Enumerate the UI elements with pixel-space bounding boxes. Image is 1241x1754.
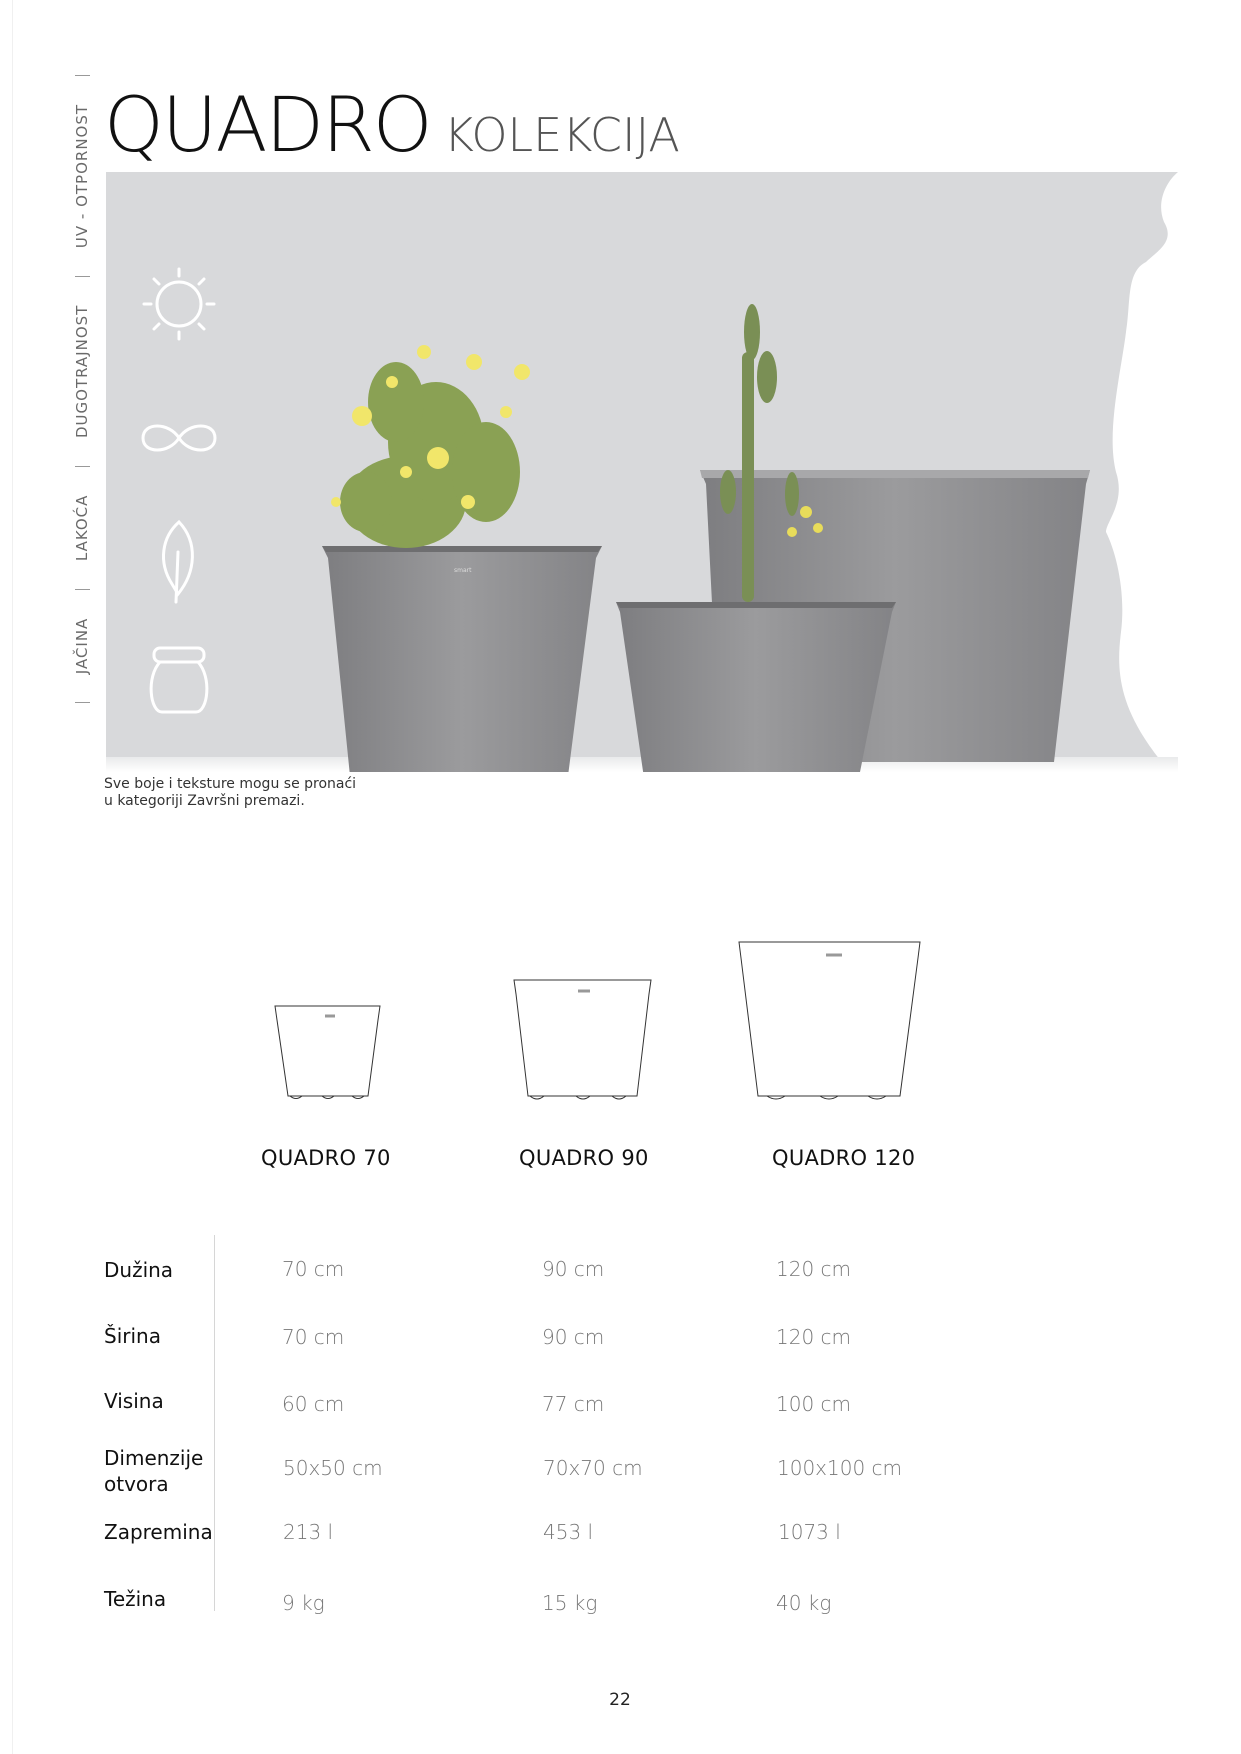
finishes-note-line2: u kategoriji Završni premazi. bbox=[104, 793, 305, 809]
size-drawings bbox=[0, 930, 1241, 1110]
spec-label-opening-line2: otvora bbox=[104, 1472, 169, 1496]
spec-value: 90 cm bbox=[542, 1325, 605, 1349]
spec-value: 213 l bbox=[283, 1520, 334, 1544]
spec-label-opening-line1: Dimenzije bbox=[104, 1446, 204, 1470]
model-name-quadro-70: QUADRO 70 bbox=[261, 1146, 391, 1170]
spec-label-width: Širina bbox=[104, 1324, 161, 1348]
title-main: QUADRO bbox=[104, 80, 431, 169]
spec-value: 15 kg bbox=[542, 1591, 598, 1615]
feature-label-uv: UV - OTPORNOST bbox=[73, 103, 91, 249]
model-name-quadro-120: QUADRO 120 bbox=[772, 1146, 916, 1170]
pot-outline-quadro-70 bbox=[275, 1006, 380, 1099]
spec-label-height: Visina bbox=[104, 1389, 164, 1413]
spec-value: 77 cm bbox=[542, 1392, 605, 1416]
spec-value: 50x50 cm bbox=[283, 1456, 383, 1480]
spec-value: 100 cm bbox=[776, 1392, 852, 1416]
feature-label-strength: JAČINA bbox=[73, 617, 91, 675]
page-edge-line bbox=[12, 0, 13, 1754]
spec-value: 70 cm bbox=[282, 1257, 345, 1281]
hero-image bbox=[106, 172, 1178, 772]
page-number: 22 bbox=[609, 1690, 631, 1710]
spec-value: 120 cm bbox=[776, 1257, 852, 1281]
finishes-note-line1: Sve boje i teksture mogu se pronaći bbox=[104, 776, 357, 792]
pot-logo: smart bbox=[454, 567, 472, 574]
spec-value: 120 cm bbox=[776, 1325, 852, 1349]
pot-outline-quadro-90 bbox=[514, 980, 651, 1099]
spec-label-length: Dužina bbox=[104, 1258, 174, 1282]
finishes-note bbox=[104, 776, 356, 810]
spec-label-weight: Težina bbox=[104, 1587, 167, 1611]
spec-value: 40 kg bbox=[776, 1591, 832, 1615]
spec-value: 90 cm bbox=[542, 1257, 605, 1281]
title-subtitle: KOLEKCIJA bbox=[443, 108, 680, 162]
pot-outline-quadro-120 bbox=[739, 942, 920, 1099]
spec-value: 70 cm bbox=[282, 1325, 345, 1349]
spec-value: 70x70 cm bbox=[543, 1456, 643, 1480]
page-title bbox=[104, 80, 680, 169]
model-name-quadro-90: QUADRO 90 bbox=[519, 1146, 649, 1170]
spec-value: 453 l bbox=[543, 1520, 594, 1544]
spec-label-opening bbox=[104, 1445, 203, 1497]
feature-label-durability: DUGOTRAJNOST bbox=[73, 304, 91, 439]
feature-labels bbox=[73, 53, 91, 725]
spec-value: 9 kg bbox=[282, 1591, 325, 1615]
spec-value: 60 cm bbox=[282, 1392, 345, 1416]
spec-value: 100x100 cm bbox=[777, 1456, 903, 1480]
spec-table-divider bbox=[214, 1235, 215, 1611]
spec-label-volume: Zapremina bbox=[104, 1520, 213, 1544]
spec-value: 1073 l bbox=[778, 1520, 841, 1544]
feature-label-lightness: LAKOĆA bbox=[73, 494, 91, 562]
